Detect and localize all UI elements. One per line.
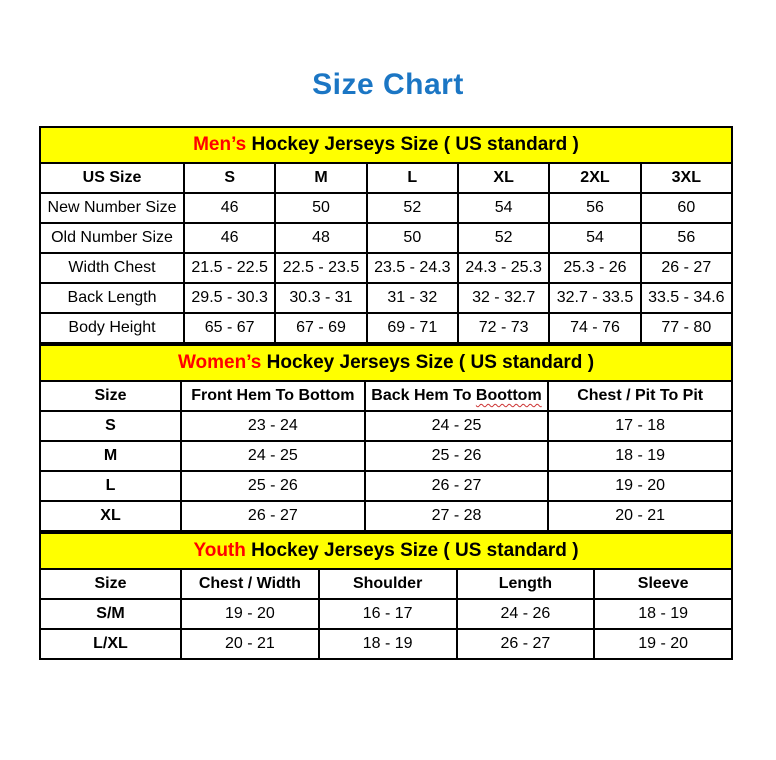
cell: 31 - 32 xyxy=(367,283,458,313)
womens-caption-text: Hockey Jerseys Size ( US standard ) xyxy=(261,352,595,373)
cell: 50 xyxy=(367,223,458,253)
row-label: Old Number Size xyxy=(40,223,184,253)
cell: 24 - 25 xyxy=(365,411,549,441)
table-row xyxy=(40,253,732,283)
youth-col-header: Size xyxy=(40,569,181,599)
cell: 50 xyxy=(275,193,366,223)
cell: 25 - 26 xyxy=(365,441,549,471)
cell: 48 xyxy=(275,223,366,253)
cell: 52 xyxy=(458,223,549,253)
cell: 23.5 - 24.3 xyxy=(367,253,458,283)
womens-back-hem-label: Back Hem To xyxy=(371,387,476,404)
mens-caption-text: Hockey Jerseys Size ( US standard ) xyxy=(246,134,579,155)
cell: 26 - 27 xyxy=(641,253,732,283)
youth-header-row xyxy=(40,569,732,599)
cell: 54 xyxy=(458,193,549,223)
womens-col-header: Front Hem To Bottom xyxy=(181,381,365,411)
table-row xyxy=(40,411,732,441)
cell: 25.3 - 26 xyxy=(549,253,640,283)
cell: 20 - 21 xyxy=(548,501,732,531)
row-label: L xyxy=(40,471,181,501)
womens-header-row xyxy=(40,381,732,411)
cell: 18 - 19 xyxy=(319,629,457,659)
womens-col-header: Size xyxy=(40,381,181,411)
youth-col-header: Length xyxy=(457,569,595,599)
womens-col-header: Chest / Pit To Pit xyxy=(548,381,732,411)
cell: 32.7 - 33.5 xyxy=(549,283,640,313)
table-row xyxy=(40,193,732,223)
cell: 26 - 27 xyxy=(365,471,549,501)
row-label: Width Chest xyxy=(40,253,184,283)
mens-caption-highlight: Men’s xyxy=(193,134,247,155)
mens-col-header: US Size xyxy=(40,163,184,193)
cell: 21.5 - 22.5 xyxy=(184,253,275,283)
youth-size-table xyxy=(39,532,733,660)
cell: 16 - 17 xyxy=(319,599,457,629)
youth-col-header: Shoulder xyxy=(319,569,457,599)
cell: 60 xyxy=(641,193,732,223)
youth-col-header: Sleeve xyxy=(594,569,732,599)
cell: 19 - 20 xyxy=(594,629,732,659)
cell: 30.3 - 31 xyxy=(275,283,366,313)
page-title: Size Chart xyxy=(312,68,464,101)
row-label: L/XL xyxy=(40,629,181,659)
cell: 52 xyxy=(367,193,458,223)
cell: 22.5 - 23.5 xyxy=(275,253,366,283)
cell: 32 - 32.7 xyxy=(458,283,549,313)
mens-col-header: S xyxy=(184,163,275,193)
size-chart-tables xyxy=(39,126,733,660)
row-label: Body Height xyxy=(40,313,184,343)
cell: 29.5 - 30.3 xyxy=(184,283,275,313)
row-label: S/M xyxy=(40,599,181,629)
mens-caption xyxy=(40,127,732,163)
youth-caption-text: Hockey Jerseys Size ( US standard ) xyxy=(245,540,579,561)
youth-caption xyxy=(40,533,732,569)
womens-caption-row xyxy=(40,345,732,381)
cell: 27 - 28 xyxy=(365,501,549,531)
cell: 18 - 19 xyxy=(548,441,732,471)
table-row xyxy=(40,471,732,501)
cell: 74 - 76 xyxy=(549,313,640,343)
cell: 67 - 69 xyxy=(275,313,366,343)
cell: 33.5 - 34.6 xyxy=(641,283,732,313)
row-label: New Number Size xyxy=(40,193,184,223)
cell: 26 - 27 xyxy=(181,501,365,531)
table-row xyxy=(40,501,732,531)
row-label: M xyxy=(40,441,181,471)
cell: 72 - 73 xyxy=(458,313,549,343)
mens-size-table xyxy=(39,126,733,344)
mens-col-header: M xyxy=(275,163,366,193)
cell: 56 xyxy=(641,223,732,253)
womens-back-hem-misspelled-word: Boottom xyxy=(475,387,542,404)
cell: 69 - 71 xyxy=(367,313,458,343)
table-row xyxy=(40,223,732,253)
table-row xyxy=(40,283,732,313)
womens-caption-highlight: Women’s xyxy=(177,352,262,373)
cell: 65 - 67 xyxy=(184,313,275,343)
mens-col-header: L xyxy=(367,163,458,193)
cell: 17 - 18 xyxy=(548,411,732,441)
table-row xyxy=(40,441,732,471)
table-row xyxy=(40,599,732,629)
cell: 26 - 27 xyxy=(457,629,595,659)
womens-caption xyxy=(40,345,732,381)
cell: 24 - 25 xyxy=(181,441,365,471)
youth-caption-row xyxy=(40,533,732,569)
womens-col-header xyxy=(365,381,549,411)
cell: 18 - 19 xyxy=(594,599,732,629)
mens-col-header: 2XL xyxy=(549,163,640,193)
row-label: Back Length xyxy=(40,283,184,313)
cell: 24 - 26 xyxy=(457,599,595,629)
cell: 56 xyxy=(549,193,640,223)
row-label: XL xyxy=(40,501,181,531)
cell: 20 - 21 xyxy=(181,629,319,659)
table-row xyxy=(40,629,732,659)
table-row xyxy=(40,313,732,343)
womens-size-table xyxy=(39,344,733,532)
mens-caption-row xyxy=(40,127,732,163)
youth-caption-highlight: Youth xyxy=(193,540,246,561)
youth-col-header: Chest / Width xyxy=(181,569,319,599)
cell: 19 - 20 xyxy=(181,599,319,629)
cell: 77 - 80 xyxy=(641,313,732,343)
cell: 24.3 - 25.3 xyxy=(458,253,549,283)
cell: 25 - 26 xyxy=(181,471,365,501)
mens-col-header: 3XL xyxy=(641,163,732,193)
cell: 46 xyxy=(184,193,275,223)
mens-col-header: XL xyxy=(458,163,549,193)
cell: 46 xyxy=(184,223,275,253)
mens-header-row xyxy=(40,163,732,193)
cell: 54 xyxy=(549,223,640,253)
cell: 23 - 24 xyxy=(181,411,365,441)
row-label: S xyxy=(40,411,181,441)
cell: 19 - 20 xyxy=(548,471,732,501)
